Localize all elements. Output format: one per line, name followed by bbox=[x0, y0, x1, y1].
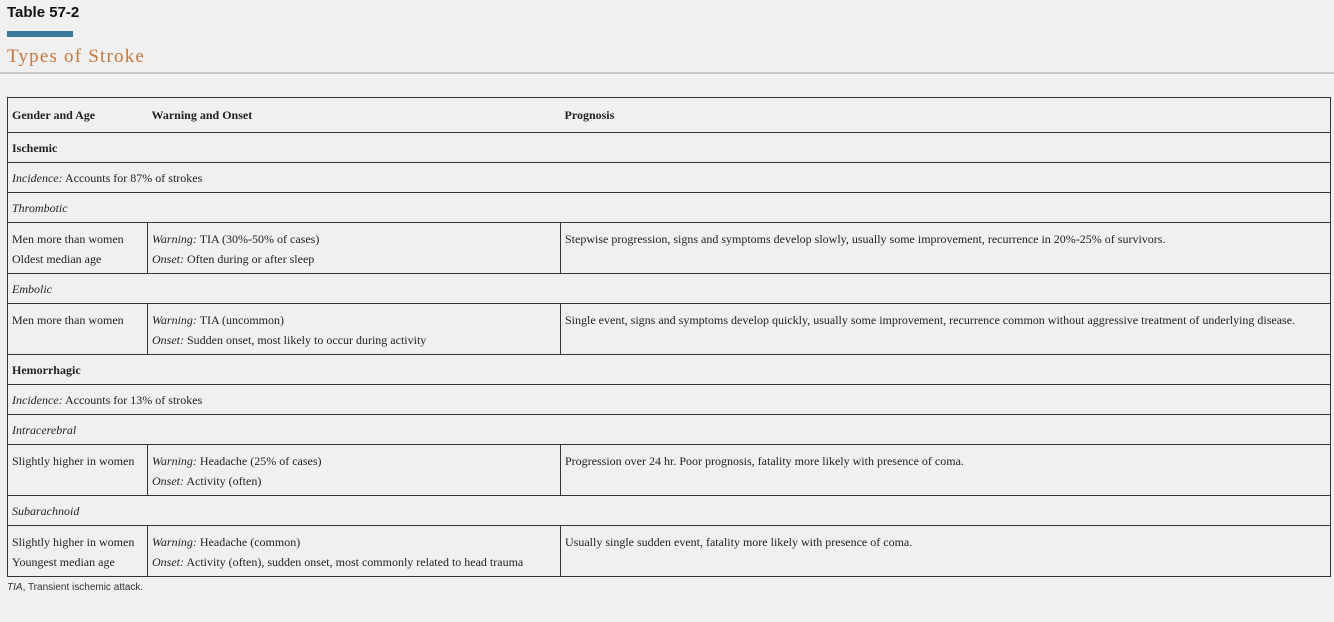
prognosis-cell: Progression over 24 hr. Poor prognosis, fatality more likely with presence of coma. bbox=[561, 445, 1331, 496]
warning-line bbox=[152, 532, 556, 552]
onset-label: Onset: bbox=[152, 252, 184, 266]
warning-line bbox=[152, 310, 556, 330]
incidence-cell bbox=[8, 385, 1331, 415]
onset-label: Onset: bbox=[152, 333, 184, 347]
stroke-types-table bbox=[7, 97, 1331, 577]
age-line: Youngest median age bbox=[12, 555, 115, 569]
section-heading: Ischemic bbox=[8, 133, 1331, 163]
gender-age-cell bbox=[8, 526, 148, 577]
warning-onset-cell bbox=[148, 223, 561, 274]
subtype-heading: Embolic bbox=[8, 274, 1331, 304]
warning-onset-cell bbox=[148, 445, 561, 496]
onset-line bbox=[152, 249, 556, 269]
prognosis-cell: Usually single sudden event, fatality more likely with presence of coma. bbox=[561, 526, 1331, 577]
gender-line: Slightly higher in women bbox=[12, 535, 135, 549]
gender-line: Slightly higher in women bbox=[12, 454, 135, 468]
onset-line bbox=[152, 330, 556, 350]
incidence-label: Incidence: bbox=[12, 171, 63, 185]
onset-text: Sudden onset, most likely to occur during activity bbox=[184, 333, 427, 347]
subtype-row-thrombotic bbox=[8, 193, 1331, 223]
table-footnote bbox=[7, 582, 143, 593]
gender-age-cell bbox=[8, 304, 148, 355]
incidence-text: Accounts for 13% of strokes bbox=[62, 393, 203, 407]
detail-row-thrombotic bbox=[8, 223, 1331, 274]
subtype-row-subarachnoid bbox=[8, 496, 1331, 526]
prognosis-cell: Single event, signs and symptoms develop quickly, usually some improvement, recurrence common without aggressive treatment of underlying disease. bbox=[561, 304, 1331, 355]
footnote-text: , Transient ischemic attack. bbox=[22, 582, 144, 593]
onset-line bbox=[152, 471, 556, 491]
detail-row-subarachnoid bbox=[8, 526, 1331, 577]
title-divider bbox=[0, 72, 1334, 74]
warning-label: Warning: bbox=[152, 313, 197, 327]
table-number-label: Table 57-2 bbox=[7, 4, 80, 21]
gender-line: Men more than women bbox=[12, 313, 124, 327]
header-warning-onset: Warning and Onset bbox=[148, 98, 561, 133]
subtype-row-embolic bbox=[8, 274, 1331, 304]
section-row-hemorrhagic bbox=[8, 355, 1331, 385]
prognosis-cell: Stepwise progression, signs and symptoms develop slowly, usually some improvement, recurrence in 20%-25% of survivors. bbox=[561, 223, 1331, 274]
incidence-cell bbox=[8, 163, 1331, 193]
subtype-heading: Subarachnoid bbox=[8, 496, 1331, 526]
table-label-accent-bar bbox=[7, 31, 73, 37]
gender-line: Men more than women bbox=[12, 232, 124, 246]
age-line: Oldest median age bbox=[12, 252, 102, 266]
onset-text: Activity (often), sudden onset, most commonly related to head trauma bbox=[184, 555, 524, 569]
incidence-row-hemorrhagic bbox=[8, 385, 1331, 415]
incidence-text: Accounts for 87% of strokes bbox=[62, 171, 203, 185]
incidence-label: Incidence: bbox=[12, 393, 63, 407]
warning-line bbox=[152, 451, 556, 471]
detail-row-intracerebral bbox=[8, 445, 1331, 496]
detail-row-embolic bbox=[8, 304, 1331, 355]
warning-onset-cell bbox=[148, 304, 561, 355]
onset-line bbox=[152, 552, 556, 572]
subtype-heading: Thrombotic bbox=[8, 193, 1331, 223]
warning-label: Warning: bbox=[152, 232, 197, 246]
section-heading: Hemorrhagic bbox=[8, 355, 1331, 385]
onset-text: Often during or after sleep bbox=[184, 252, 315, 266]
gender-age-cell bbox=[8, 223, 148, 274]
header-prognosis: Prognosis bbox=[561, 98, 1331, 133]
gender-age-cell bbox=[8, 445, 148, 496]
section-row-ischemic bbox=[8, 133, 1331, 163]
warning-text: Headache (common) bbox=[196, 535, 301, 549]
subtype-heading: Intracerebral bbox=[8, 415, 1331, 445]
warning-line bbox=[152, 229, 556, 249]
warning-text: TIA (uncommon) bbox=[196, 313, 285, 327]
warning-text: TIA (30%-50% of cases) bbox=[196, 232, 320, 246]
onset-label: Onset: bbox=[152, 474, 184, 488]
header-row bbox=[8, 98, 1331, 133]
subtype-row-intracerebral bbox=[8, 415, 1331, 445]
onset-label: Onset: bbox=[152, 555, 184, 569]
warning-label: Warning: bbox=[152, 535, 197, 549]
warning-label: Warning: bbox=[152, 454, 197, 468]
header-gender-age: Gender and Age bbox=[8, 98, 148, 133]
footnote-abbr: TIA bbox=[7, 582, 23, 593]
onset-text: Activity (often) bbox=[184, 474, 262, 488]
incidence-row-ischemic bbox=[8, 163, 1331, 193]
warning-text: Headache (25% of cases) bbox=[196, 454, 322, 468]
warning-onset-cell bbox=[148, 526, 561, 577]
table-title: Types of Stroke bbox=[7, 46, 146, 67]
